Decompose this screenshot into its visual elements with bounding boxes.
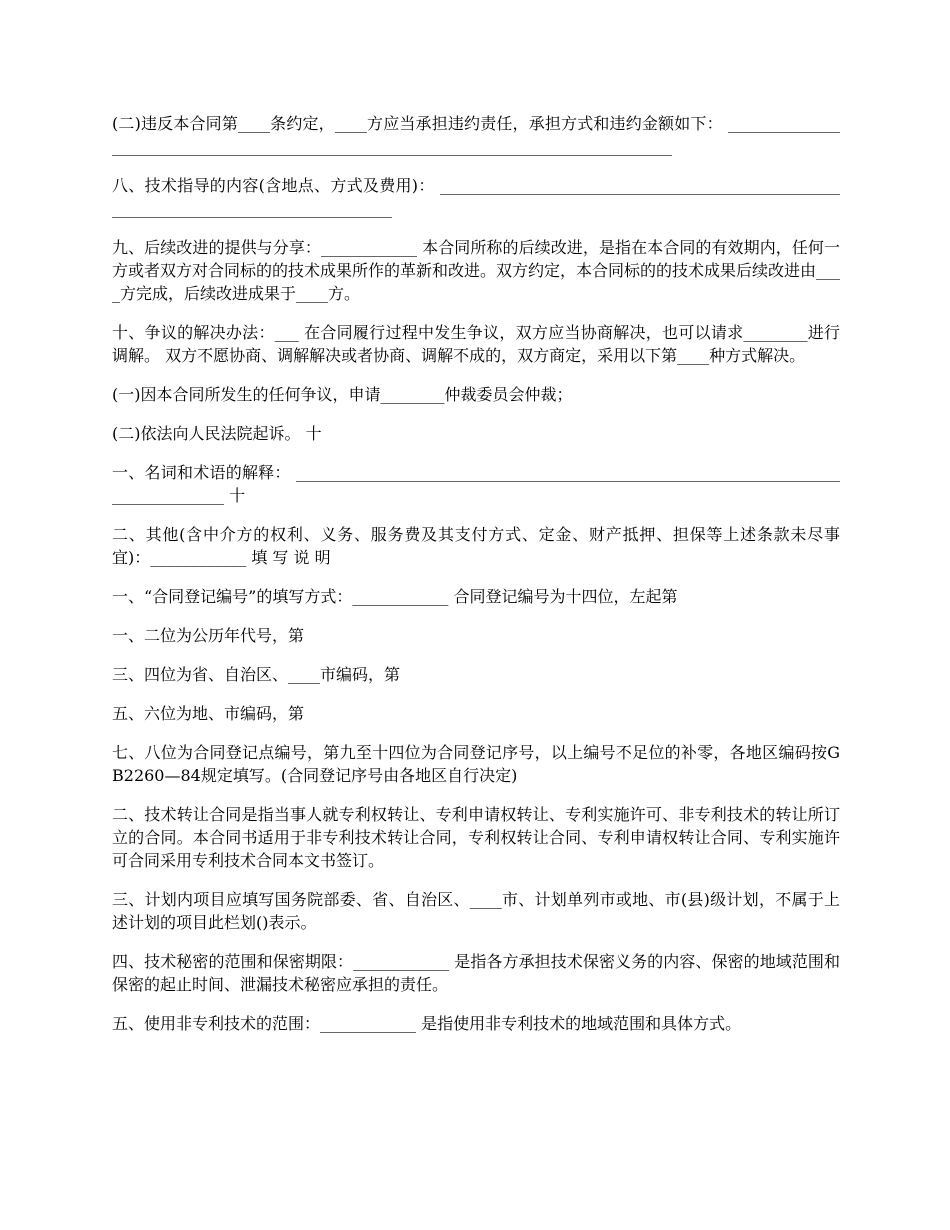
- clause-term-definitions: 一、名词和术语的解释： __________________________________________________________________________________ 十: [112, 463, 840, 505]
- note-digits-5-6: 五、六位为地、市编码，第: [112, 704, 305, 723]
- note-registration-number: 一、“合同登记编号”的填写方式：____________ 合同登记编号为十四位，左起第: [112, 587, 678, 606]
- note-transfer-contract: 二、技术转让合同是指当事人就专利权转让、专利申请权转让、专利实施许可、非专利技术的转让所订立的合同。本合同书适用于非专利技术转让合同，专利权转让合同、专利申请权转让合同、专利实施许可合同采用专利技术合同本文书签订。: [112, 805, 840, 870]
- note-usage-scope: 五、使用非专利技术的范围：____________ 是指使用非专利技术的地域范围和具体方式。: [112, 1014, 742, 1033]
- clause-dispute-resolution: 十、争议的解决办法：___ 在合同履行过程中发生争议，双方应当协商解决，也可以请求________进行调解。 双方不愿协商、调解解决或者协商、调解不成的，双方商定，采用以下第____种方式解决。: [112, 323, 840, 365]
- clause-arbitration: (一)因本合同所发生的任何争议，申请________仲裁委员会仲裁；: [112, 385, 573, 404]
- clause-technical-guidance: 八、技术指导的内容(含地点、方式及费用)： _____________________________________________________________________________________: [112, 176, 840, 218]
- clause-litigation: (二)依法向人民法院起诉。 十: [112, 424, 322, 443]
- clause-follow-up-improvements: 九、后续改进的提供与分享：____________ 本合同所称的后续改进，是指在本合同的有效期内，任何一方或者双方对合同标的的技术成果所作的革新和改进。双方约定，本合同标的的技术成果后续改进由____方完成，后续改进成果于____方。: [112, 238, 841, 303]
- clause-breach-liability: (二)违反本合同第____条约定，____方应当承担违约责任，承担方式和违约金额如下： ____________________________________________________________________________________: [112, 114, 840, 156]
- note-technical-secrets: 四、技术秘密的范围和保密期限：____________ 是指各方承担技术保密义务的内容、保密的地域范围和保密的起止时间、泄漏技术秘密应承担的责任。: [112, 952, 840, 994]
- note-digits-1-2: 一、二位为公历年代号，第: [112, 626, 305, 645]
- note-planned-projects: 三、计划内项目应填写国务院部委、省、自治区、____市、计划单列市或地、市(县)级计划，不属于上述计划的项目此栏划()表示。: [112, 890, 840, 932]
- clause-other-matters: 二、其他(含中介方的权利、义务、服务费及其支付方式、定金、财产抵押、担保等上述条款未尽事宜)：____________ 填 写 说 明: [112, 525, 840, 567]
- note-digits-7-14: 七、八位为合同登记点编号，第九至十四位为合同登记序号，以上编号不足位的补零，各地区编码按GB2260—84规定填写。(合同登记序号由各地区自行决定): [112, 743, 840, 785]
- document-page: [112, 112, 840, 1051]
- note-digits-3-4: 三、四位为省、自治区、____市编码，第: [112, 665, 401, 684]
